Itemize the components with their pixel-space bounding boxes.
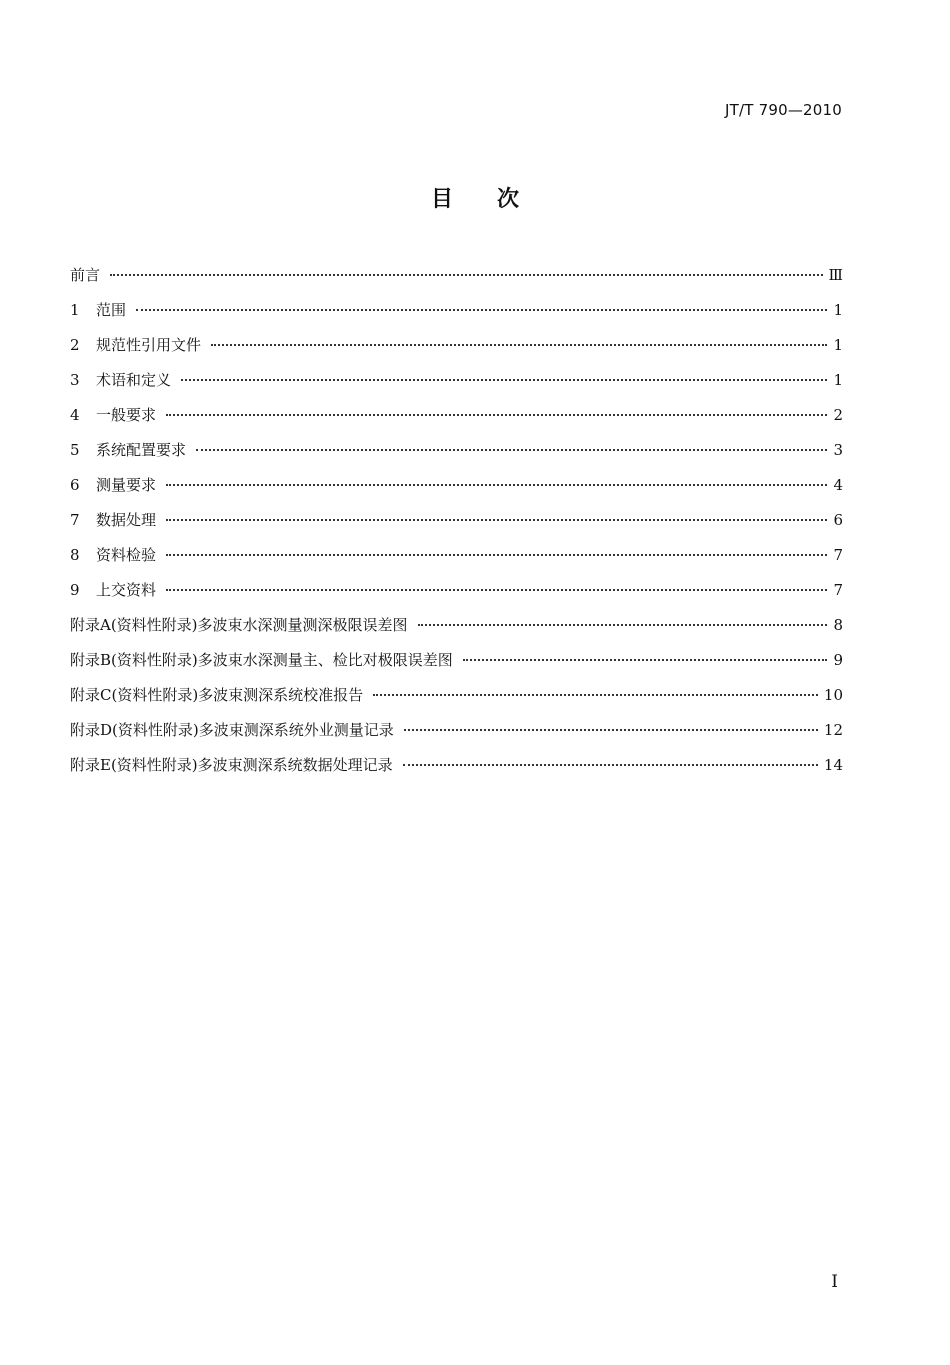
dot-leader [166, 519, 827, 521]
toc-entry-number: 1 [70, 301, 80, 319]
toc-entry-3[interactable] [70, 363, 843, 398]
dot-leader [196, 449, 827, 451]
toc-entry-label: 资料检验 [96, 546, 157, 564]
toc-entry-number: 3 [70, 371, 80, 389]
toc-entry-page: 7 [833, 581, 843, 599]
dot-leader [418, 624, 827, 626]
dot-leader [404, 729, 818, 731]
page-title: 目次 [430, 187, 563, 212]
toc-entry-label: 附录A(资料性附录)多波束水深测量测深极限误差图 [70, 616, 408, 634]
dot-leader [166, 554, 827, 556]
toc-entry-label: 附录D(资料性附录)多波束测深系统外业测量记录 [70, 721, 394, 739]
dot-leader [136, 309, 827, 311]
toc-entry-page: 1 [833, 371, 843, 389]
toc-entry-appendix-e[interactable] [70, 748, 843, 783]
toc-entry-number: 6 [70, 476, 80, 494]
toc-entry-page: 8 [833, 616, 843, 634]
dot-leader [110, 274, 823, 276]
toc-entry-4[interactable] [70, 398, 843, 433]
dot-leader [166, 589, 827, 591]
toc-entry-page: 9 [833, 651, 843, 669]
toc-entry-number: 7 [70, 511, 80, 529]
toc-entry-label: 规范性引用文件 [96, 336, 202, 354]
toc-entry-page: 12 [823, 721, 843, 739]
toc-entry-label: 范围 [96, 301, 127, 319]
toc-entry-page: Ⅲ [828, 266, 843, 284]
document-code: JT/T 790—2010 [725, 101, 842, 119]
toc-entry-page: 2 [833, 406, 843, 424]
dot-leader [166, 414, 827, 416]
toc-entry-page: 7 [833, 546, 843, 564]
toc-entry-label: 测量要求 [96, 476, 157, 494]
toc-entry-6[interactable] [70, 468, 843, 503]
toc-entry-number: 9 [70, 581, 80, 599]
toc-entry-appendix-c[interactable] [70, 678, 843, 713]
toc-entry-page: 3 [833, 441, 843, 459]
dot-leader [373, 694, 818, 696]
toc-entry-9[interactable] [70, 573, 843, 608]
toc-entry-label: 一般要求 [96, 406, 157, 424]
toc-entry-2[interactable] [70, 328, 843, 363]
dot-leader [403, 764, 818, 766]
toc-entry-label: 附录E(资料性附录)多波束测深系统数据处理记录 [70, 756, 393, 774]
toc-entry-label: 附录C(资料性附录)多波束测深系统校准报告 [70, 686, 364, 704]
toc-entry-label: 数据处理 [96, 511, 157, 529]
toc-entry-page: 10 [823, 686, 843, 704]
page-number: I [831, 1272, 838, 1292]
dot-leader [211, 344, 827, 346]
toc-entry-number: 5 [70, 441, 80, 459]
toc-entry-1[interactable] [70, 293, 843, 328]
toc-entry-number: 8 [70, 546, 80, 564]
dot-leader [166, 484, 827, 486]
toc-entry-appendix-a[interactable] [70, 608, 843, 643]
toc-entry-appendix-b[interactable] [70, 643, 843, 678]
toc-entry-page: 14 [823, 756, 843, 774]
toc-entry-label: 术语和定义 [96, 371, 172, 389]
dot-leader [181, 379, 827, 381]
toc-entry-label: 附录B(资料性附录)多波束水深测量主、检比对极限误差图 [70, 651, 453, 669]
table-of-contents [70, 258, 843, 783]
toc-entry-5[interactable] [70, 433, 843, 468]
toc-entry-8[interactable] [70, 538, 843, 573]
toc-entry-number: 2 [70, 336, 80, 354]
toc-entry-page: 6 [833, 511, 843, 529]
toc-entry-7[interactable] [70, 503, 843, 538]
toc-entry-page: 1 [833, 301, 843, 319]
toc-entry-label: 前言 [70, 266, 101, 284]
toc-entry-appendix-d[interactable] [70, 713, 843, 748]
toc-entry-number: 4 [70, 406, 80, 424]
dot-leader [463, 659, 827, 661]
toc-entry-label: 上交资料 [96, 581, 157, 599]
toc-entry-page: 1 [833, 336, 843, 354]
toc-entry-foreword[interactable] [70, 258, 843, 293]
toc-entry-label: 系统配置要求 [96, 441, 187, 459]
toc-entry-page: 4 [833, 476, 843, 494]
